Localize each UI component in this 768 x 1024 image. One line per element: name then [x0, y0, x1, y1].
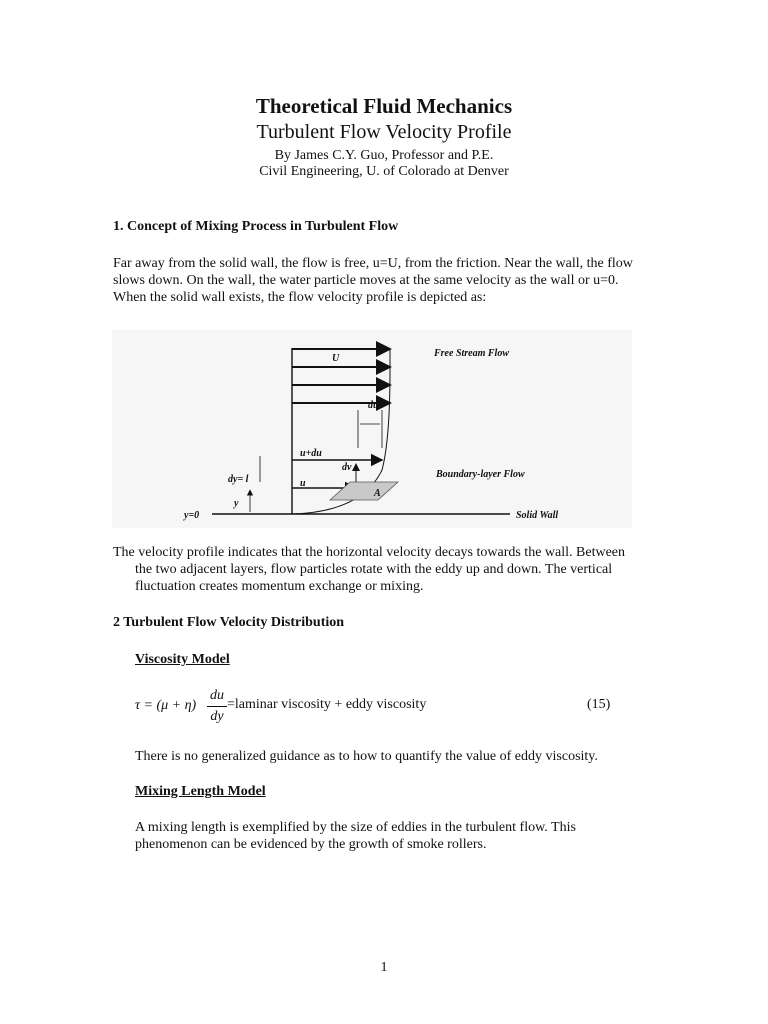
para-line: Far away from the solid wall, the flow is free, u=U, from the friction. Near the wall, the flow — [113, 256, 633, 271]
eq-rhs: =laminar viscosity + eddy viscosity — [227, 697, 427, 712]
label-dy-l: dy= l — [228, 474, 249, 485]
para-line: A mixing length is exemplified by the size of eddies in the turbulent flow. This — [135, 820, 576, 835]
affiliation-line: Civil Engineering, U. of Colorado at Denver — [259, 164, 509, 179]
section1-paragraph — [113, 255, 673, 306]
page-number: 1 — [380, 960, 388, 975]
equation-15 — [135, 690, 635, 730]
eq-lhs: τ = (μ + η) — [135, 698, 197, 713]
author-line: By James C.Y. Guo, Professor and P.E. — [274, 148, 494, 163]
para-line: the two adjacent layers, flow particles rotate with the eddy up and down. The vertical — [135, 562, 613, 577]
document-title: Theoretical Fluid Mechanics — [255, 94, 513, 118]
para-line: fluctuation creates momentum exchange or mixing. — [135, 579, 424, 594]
label-u-du: u+du — [300, 448, 322, 459]
fraction-bar — [207, 706, 227, 707]
after-figure-paragraph — [113, 544, 683, 595]
mixing-paragraph — [135, 819, 675, 853]
label-U: U — [332, 353, 340, 364]
label-boundary-layer: Boundary-layer Flow — [436, 469, 525, 480]
eq-denominator: dy — [210, 709, 224, 724]
label-du: du — [368, 400, 379, 411]
label-u: u — [300, 478, 306, 489]
para-line: slows down. On the wall, the water particle moves at the same velocity as the wall or u=0. — [113, 273, 619, 288]
viscosity-model-heading: Viscosity Model — [135, 652, 230, 667]
label-y0: y=0 — [184, 510, 200, 521]
label-free-stream: Free Stream Flow — [434, 348, 510, 359]
para-line: When the solid wall exists, the flow velocity profile is depicted as: — [113, 290, 487, 305]
label-y: y — [234, 498, 239, 509]
viscosity-note: There is no generalized guidance as to how to quantify the value of eddy viscosity. — [135, 749, 598, 764]
eq-numerator: du — [210, 688, 224, 703]
section2-heading: 2 Turbulent Flow Velocity Distribution — [113, 615, 345, 630]
label-solid-wall: Solid Wall — [516, 510, 559, 521]
label-A: A — [374, 488, 381, 499]
label-dv: dv — [342, 462, 352, 473]
section1-heading: 1. Concept of Mixing Process in Turbulent Flow — [113, 219, 399, 234]
document-subtitle: Turbulent Flow Velocity Profile — [256, 121, 512, 143]
mixing-length-heading: Mixing Length Model — [135, 784, 266, 799]
para-line: The velocity profile indicates that the horizontal velocity decays towards the wall. Between — [113, 545, 625, 560]
eq-number: (15) — [587, 697, 611, 712]
para-line: phenomenon can be evidenced by the growth of smoke rollers. — [135, 837, 487, 852]
velocity-profile-figure — [112, 330, 632, 528]
